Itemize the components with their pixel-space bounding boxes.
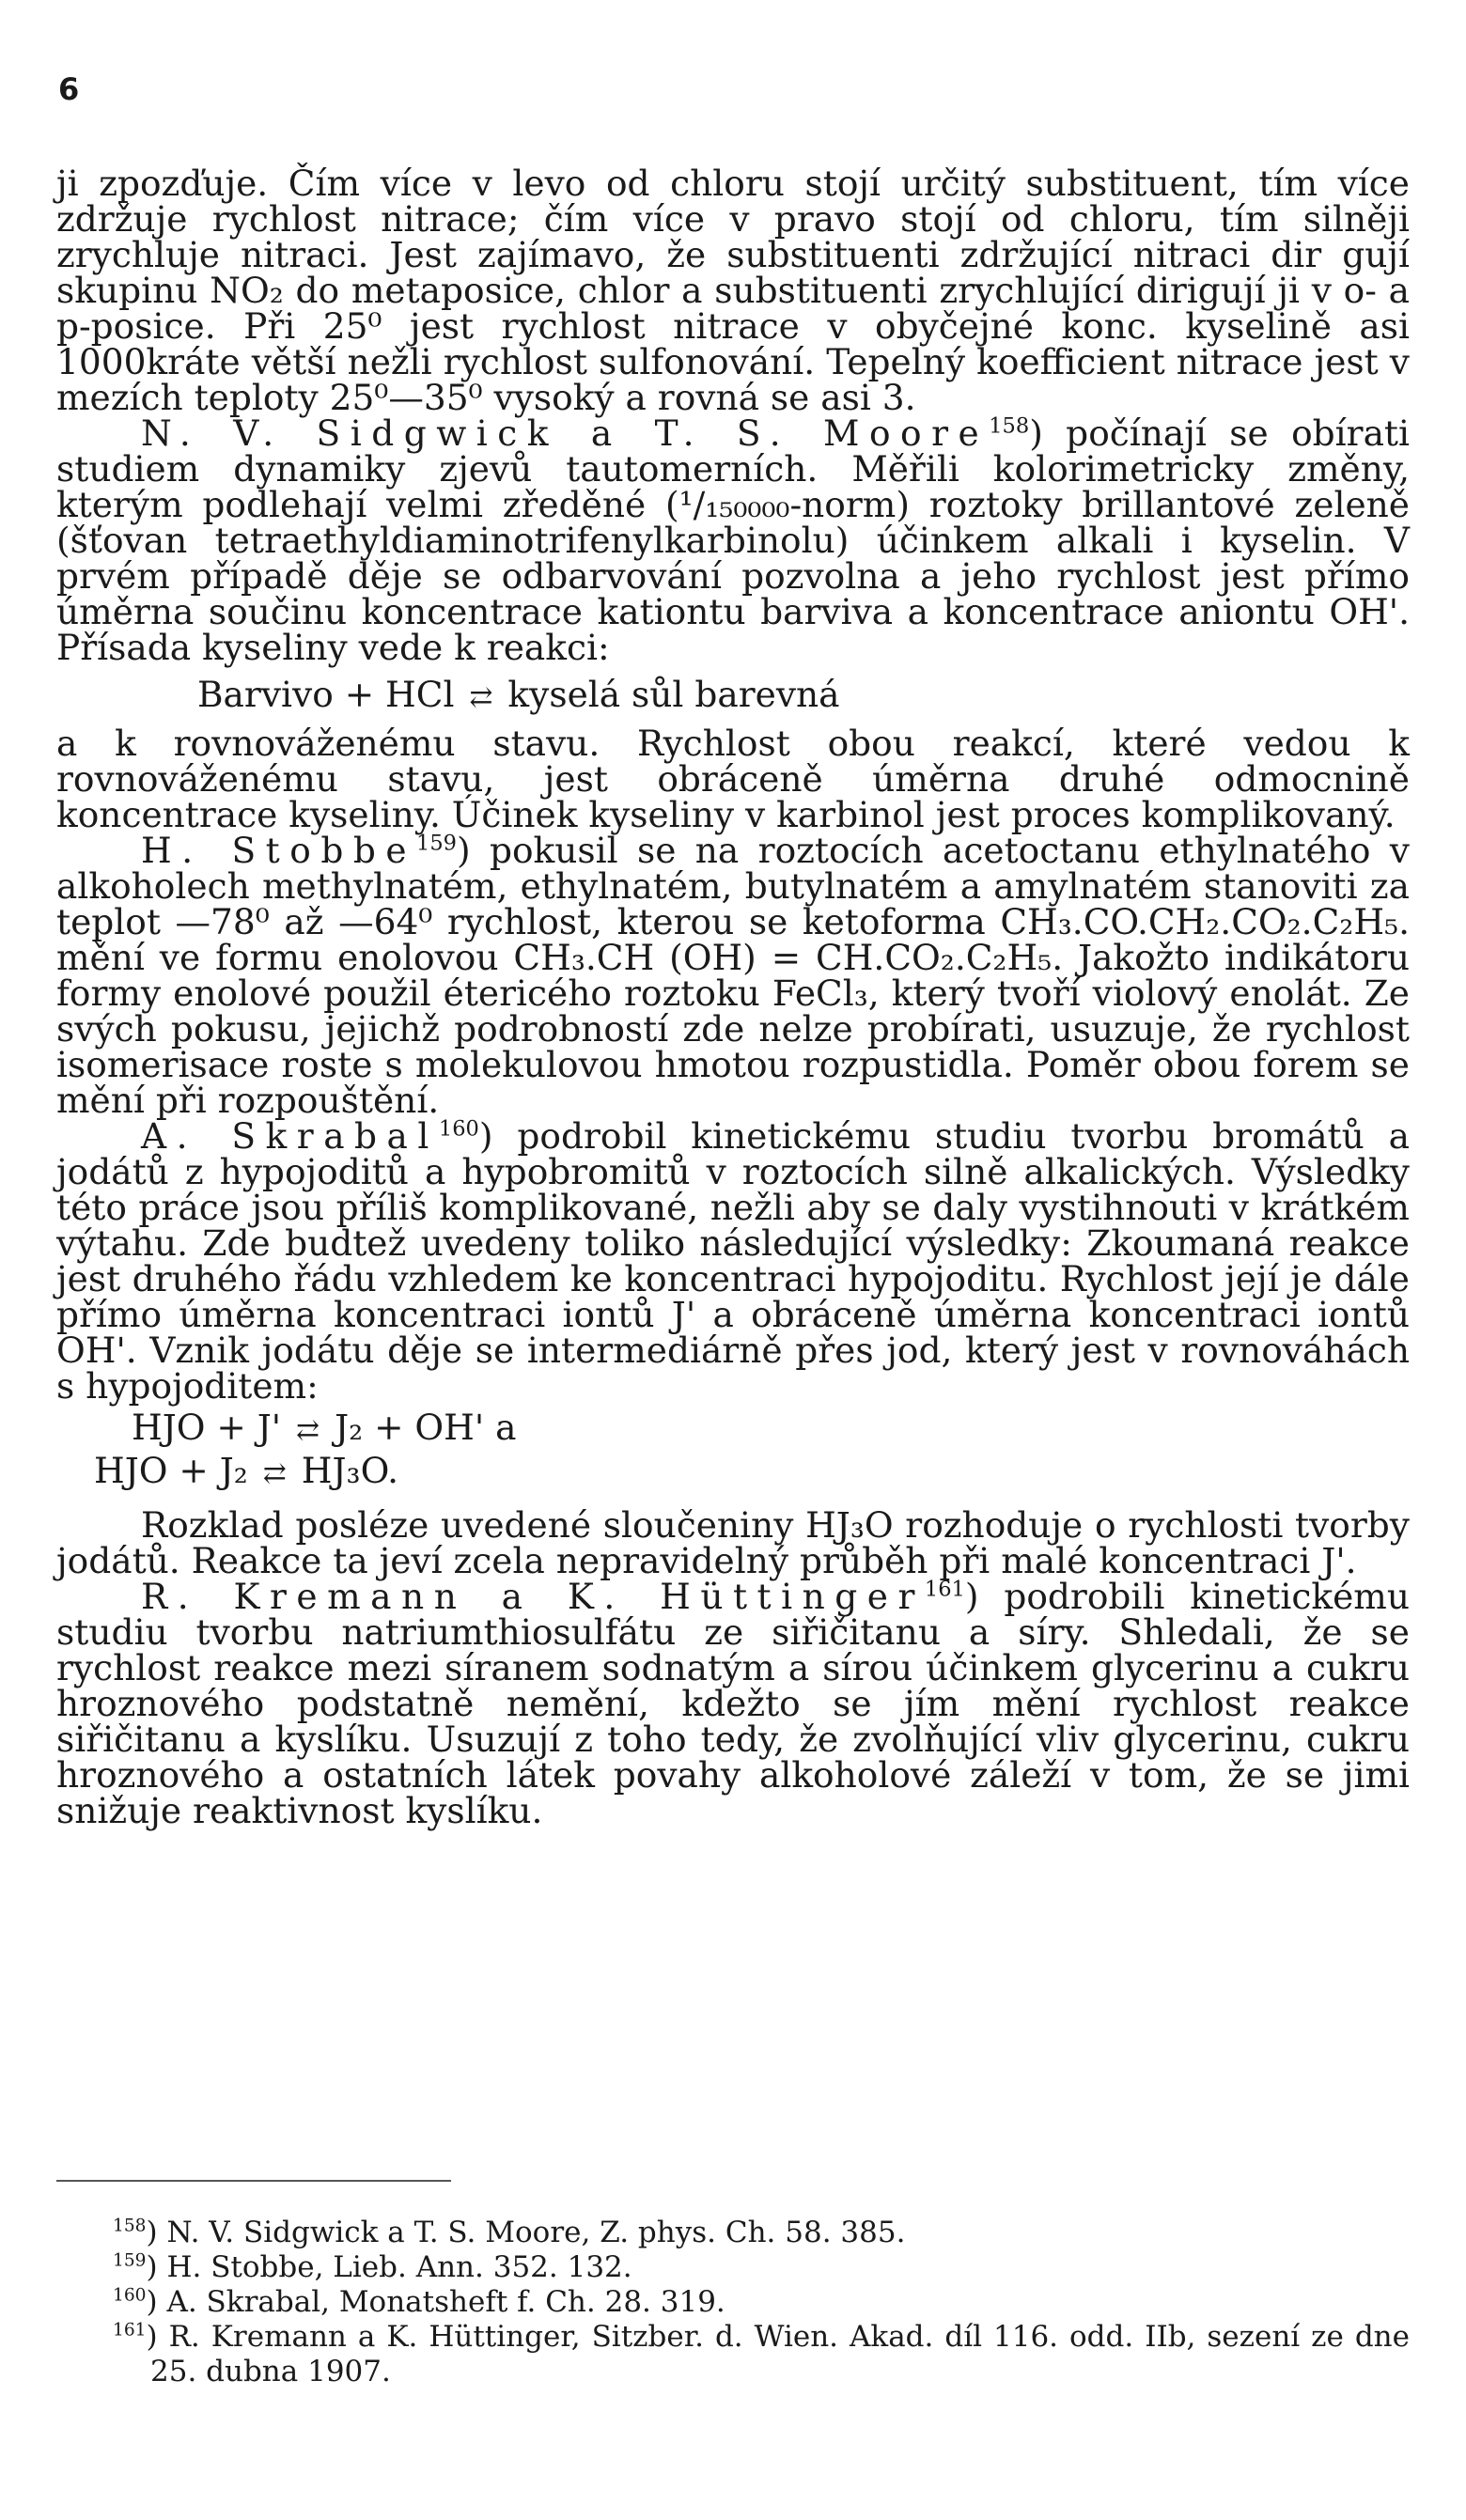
footnote-divider [56, 2180, 451, 2182]
author-name: H. Stobbe [141, 830, 417, 871]
paragraph-2 [56, 412, 1410, 668]
footnotes [56, 2216, 1410, 2389]
footnote-160: $^{160}$) A. Skrabal, Monatsheft f. Ch. 28. 319. [113, 2285, 725, 2319]
paragraph-2-lead: ) počínají se obírati studiem [56, 412, 1410, 490]
footnote-ref: 161 [924, 1577, 965, 1602]
paragraph-2-text: dynamiky zjevů tautomerních. Měřili kolorimetricky změny, kterým podlehají velmi zředěné (¹/₁₅₀₀₀₀-norm) roztoky brillantové zeleně (šťovan tetraethyldiaminotrifenylkarbinolu) účinkem alkali i kyselin. V prvém případě děje se odbarvování pozvolna a jeho rychlost jest přímo úměrna součinu koncentrace kationtu barviva a koncentrace aniontu OH'. Přísada kyseliny vede k reakci: [56, 448, 1410, 668]
footnote-ref: 160 [438, 1116, 479, 1142]
equilibrium-arrow-icon: ⇄ [262, 1457, 287, 1490]
paragraph-5: A. Skrabal$^{160}$) podrobil kinetickému studiu tvorbu bromátů a jodátů z hypojoditů a hypobromitů v roztocích silně alkalických. Výsledky této práce jsou příliš komplikované, nežli aby se daly vystihnouti v krátkém výtahu. Zde budtež uvedeny toliko následující výsledky: Zkoumaná reakce jest druhého řádu vzhledem ke koncentraci hypojoditu. Rychlost její je dále přímo úměrna koncentraci iontů J' a obráceně úměrna koncentraci iontů OH'. Vznik jodátu děje se intermediárně přes jod, který jest v rovnováhách s hypojoditem: [56, 1115, 1410, 1407]
paragraph-7: R. Kremann a K. Hüttinger$^{161}$) podrobili kinetickému studiu tvorbu natriumthiosulfátu ze siřičitanu a síry. Shledali, že se rychlost reakce mezi síranem sodnatým a sírou účinkem glycerinu a cukru hroznového podstatně nemění, kdežto se jím mění rychlost reakce siřičitanu a kyslíku. Usuzují z toho tedy, že zvolňující vliv glycerinu, cukru hroznového a ostatních látek povahy alkoholové záleží v tom, že se jimi snižuje reaktivnost kyslíku. [56, 1576, 1410, 1831]
reaction-equation-1: Barvivo + HCl ⇄ kyselá sůl barevná [197, 674, 840, 715]
paragraph-6: Rozklad posléze uvedené sloučeniny HJ₃O rozhoduje o rychlosti tvorby jodátů. Reakce ta jeví zcela nepravidelný průběh při malé koncentraci J'. [56, 1504, 1410, 1581]
author-name: A. Skrabal [141, 1115, 439, 1157]
reaction-equation-3: HJO + J₂ ⇄ HJ₃O. [94, 1450, 399, 1491]
author-name: R. Kremann a K. Hüttinger [141, 1576, 925, 1617]
equilibrium-arrow-icon: ⇄ [469, 681, 493, 714]
footnote-ref: 159 [416, 831, 457, 856]
footnote-158: $^{158}$) N. V. Sidgwick a T. S. Moore, Z. phys. Ch. 58. 385. [113, 2216, 906, 2249]
paragraph-5-text: podrobil kinetickému studiu tvorbu bromátů a jodátů z hypojoditů a hypobromitů v roztocích silně alkalických. Výsledky této práce jsou příliš komplikované, nežli aby se daly vystihnouti v krátkém výtahu. Zde budtež uvedeny toliko následující výsledky: Zkoumaná reakce jest druhého řádu vzhledem ke koncentraci hypojoditu. Rychlost její je dále přímo úměrna koncentraci iontů J' a obráceně úměrna koncentraci iontů OH'. Vznik jodátu děje se intermediárně přes jod, který jest v rovnováhách s hypojoditem: [56, 1115, 1410, 1407]
paragraph-3: a k rovnováženému stavu. Rychlost obou reakcí, které vedou k rovnováženému stavu, jest obráceně úměrna druhé odmocnině koncentrace kyseliny. Účinek kyseliny v karbinol jest proces komplikovaný. [56, 723, 1410, 835]
author-name: N. V. Sidgwick a T. S. Moore [141, 412, 990, 454]
body-text [56, 163, 1410, 1831]
paragraph-1: ji zpozďuje. Čím více v levo od chloru stojí určitý substituent, tím více zdržuje rychlost nitrace; čím více v pravo stojí od chloru, tím silněji zrychluje nitraci. Jest zajímavo, že substituenti zdržující nitraci dir gují skupinu NO₂ do metaposice, chlor a substituenti zrychlující dirigují ji v o- a p-posice. Při 25⁰ jest rychlost nitrace v obyčejné konc. kyselině asi 1000kráte větší nežli rychlost sulfonování. Tepelný koefficient nitrace jest v mezích teploty 25⁰—35⁰ vysoký a rovná se asi 3. [56, 163, 1410, 418]
paragraph-4-text: pokusil se na roztocích acetoctanu ethylnatého v alkoholech methylnatém, ethylnatém, butylnatém a amylnatém stanoviti za teplot —78⁰ až —64⁰ rychlost, kterou se ketoforma CH₃.CO.CH₂.CO₂.C₂H₅. mění ve formu enolovou CH₃.CH (OH) = CH.CO₂.C₂H₅. Jakožto indikátoru formy enolové použil étericého roztoku FeCl₃, který tvoří violový enolát. Ze svých pokusu, jejichž podrobností zde nelze probírati, usuzuje, že rychlost isomerisace roste s molekulovou hmotou rozpustidla. Poměr obou forem se mění při rozpouštění. [56, 830, 1410, 1121]
equilibrium-arrow-icon: ⇄ [296, 1414, 320, 1447]
footnote-ref: 158 [989, 413, 1030, 439]
reaction-equation-2: HJO + J' ⇄ J₂ + OH' a [132, 1407, 517, 1448]
footnote-161: $^{161}$) R. Kremann a K. Hüttinger, Sitzber. d. Wien. Akad. díl 116. odd. IIb, sezení ze dne 25. dubna 1907. [113, 2320, 1410, 2388]
paragraph-4: H. Stobbe$^{159}$) pokusil se na roztocích acetoctanu ethylnatého v alkoholech methylnatém, ethylnatém, butylnatém a amylnatém stanoviti za teplot —78⁰ až —64⁰ rychlost, kterou se ketoforma CH₃.CO.CH₂.CO₂.C₂H₅. mění ve formu enolovou CH₃.CH (OH) = CH.CO₂.C₂H₅. Jakožto indikátoru formy enolové použil étericého roztoku FeCl₃, který tvoří violový enolát. Ze svých pokusu, jejichž podrobností zde nelze probírati, usuzuje, že rychlost isomerisace roste s molekulovou hmotou rozpustidla. Poměr obou forem se mění při rozpouštění. [56, 830, 1410, 1121]
paragraph-7-text: podrobili kinetickému studiu tvorbu natriumthiosulfátu ze siřičitanu a síry. Shledali, že se rychlost reakce mezi síranem sodnatým a sírou účinkem glycerinu a cukru hroznového podstatně nemění, kdežto se jím mění rychlost reakce siřičitanu a kyslíku. Usuzují z toho tedy, že zvolňující vliv glycerinu, cukru hroznového a ostatních látek povahy alkoholové záleží v tom, že se jimi snižuje reaktivnost kyslíku. [56, 1576, 1410, 1831]
footnote-159: $^{159}$) H. Stobbe, Lieb. Ann. 352. 132. [113, 2250, 632, 2284]
page-number: 6 [58, 71, 80, 107]
